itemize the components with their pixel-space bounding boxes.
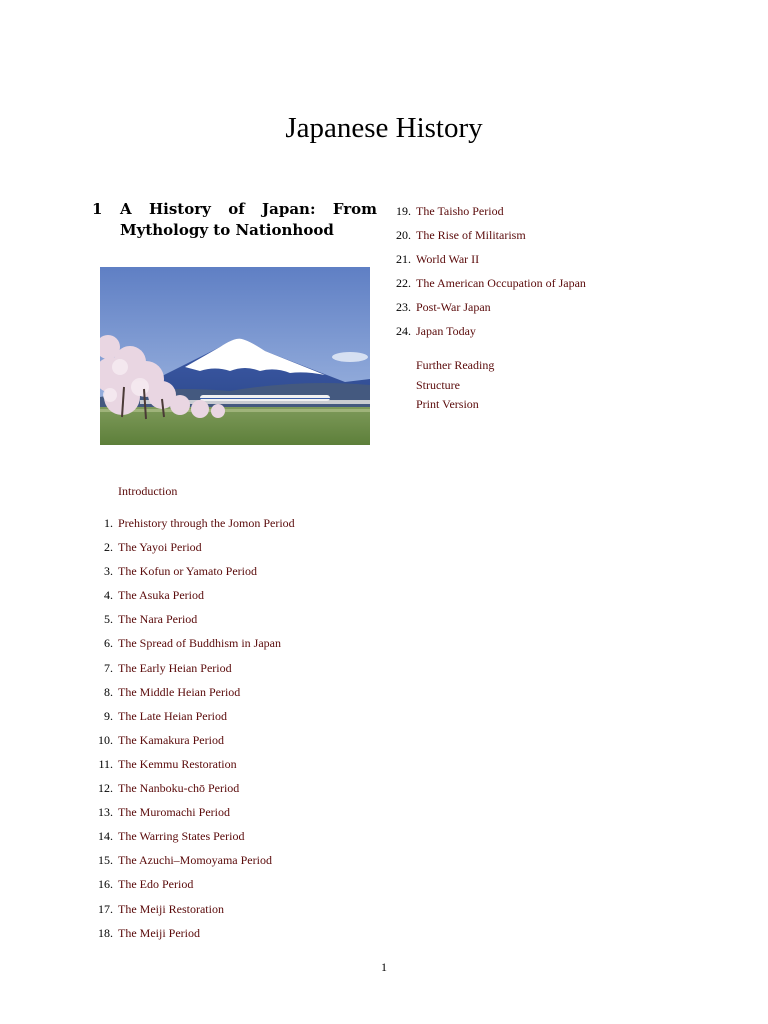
toc-link[interactable]: The Yayoi Period: [118, 540, 202, 555]
extra-links-list: [416, 358, 494, 417]
toc-item: [396, 252, 586, 276]
toc-link[interactable]: Post-War Japan: [416, 300, 491, 315]
toc-link[interactable]: The Kemmu Restoration: [118, 756, 237, 771]
print-version-link[interactable]: Print Version: [416, 397, 479, 412]
toc-link[interactable]: The Kamakura Period: [118, 732, 224, 747]
toc-item: [104, 588, 295, 612]
toc-item: [104, 540, 295, 564]
toc-item: [104, 708, 295, 733]
toc-link[interactable]: The Azuchi–Momoyama Period: [118, 853, 272, 868]
toc-number: 24.: [396, 324, 411, 339]
toc-number: 3.: [104, 564, 113, 579]
toc-link[interactable]: The Warring States Period: [118, 829, 245, 844]
toc-number: 4.: [104, 588, 113, 603]
page-number: 1: [381, 960, 387, 974]
toc-item: [98, 925, 295, 950]
toc-number: 17.: [98, 901, 113, 916]
toc-item: [396, 204, 586, 228]
toc-item: [98, 805, 295, 829]
extra-link-item: [416, 397, 494, 417]
toc-link[interactable]: Japan Today: [416, 324, 476, 339]
heading-word: of: [228, 200, 245, 218]
toc-link[interactable]: The Nara Period: [118, 612, 198, 627]
mount-fuji-photo: [100, 267, 370, 445]
toc-item: [104, 684, 295, 709]
toc-number: 2.: [104, 540, 113, 555]
toc-link[interactable]: The Edo Period: [118, 877, 194, 892]
toc-link[interactable]: The Asuka Period: [118, 588, 204, 603]
toc-link[interactable]: The American Occupation of Japan: [416, 276, 586, 291]
toc-link[interactable]: Prehistory through the Jomon Period: [118, 516, 295, 530]
toc-number: 21.: [396, 252, 411, 267]
heading-word: From: [332, 200, 377, 218]
toc-item: [104, 636, 295, 660]
toc-item: [104, 660, 295, 685]
section-heading: [92, 199, 377, 241]
toc-link[interactable]: The Kofun or Yamato Period: [118, 564, 257, 579]
toc-item: [98, 901, 295, 926]
toc-number: 1.: [104, 516, 113, 530]
toc-number: 23.: [396, 300, 411, 315]
toc-item: [104, 564, 295, 588]
toc-link[interactable]: The Spread of Buddhism in Japan: [118, 636, 281, 651]
toc-item: [98, 732, 295, 757]
section-heading-line2: Mythology to Nationhood: [120, 221, 334, 239]
further-reading-link[interactable]: Further Reading: [416, 358, 495, 372]
toc-item: [396, 300, 586, 324]
toc-number: 22.: [396, 276, 411, 291]
toc-number: 7.: [104, 660, 113, 675]
toc-link[interactable]: The Taisho Period: [416, 204, 504, 218]
toc-link[interactable]: The Meiji Restoration: [118, 901, 224, 916]
toc-number: 8.: [104, 684, 113, 699]
toc-number: 12.: [98, 781, 113, 796]
toc-number: 11.: [98, 756, 113, 771]
toc-number: 18.: [98, 925, 113, 940]
toc-link[interactable]: The Nanboku-chō Period: [118, 781, 240, 796]
toc-link[interactable]: The Meiji Period: [118, 925, 200, 940]
toc-number: 5.: [104, 612, 113, 627]
toc-number: 10.: [98, 732, 113, 747]
toc-link[interactable]: The Late Heian Period: [118, 708, 227, 723]
structure-link[interactable]: Structure: [416, 377, 460, 392]
toc-item: [98, 853, 295, 877]
toc-list-right: [396, 204, 586, 349]
section-heading-line1: [120, 199, 377, 220]
toc-number: 13.: [98, 805, 113, 820]
section-heading-text: [120, 199, 377, 241]
toc-number: 9.: [104, 708, 113, 723]
toc-number: 15.: [98, 853, 113, 868]
toc-link[interactable]: The Muromachi Period: [118, 805, 230, 820]
toc-list-left: [98, 516, 295, 950]
heading-word: A: [120, 200, 132, 218]
document-title: Japanese History: [285, 112, 483, 144]
toc-item: [396, 228, 586, 252]
toc-number: 14.: [98, 829, 113, 844]
toc-item: [396, 324, 586, 348]
toc-item: [104, 516, 295, 540]
toc-number: 6.: [104, 636, 113, 651]
heading-word: Japan:: [262, 200, 316, 218]
toc-item: [98, 781, 295, 805]
toc-number: 19.: [396, 204, 411, 218]
toc-item: [104, 612, 295, 636]
toc-item: [98, 756, 295, 781]
toc-link[interactable]: The Early Heian Period: [118, 660, 232, 675]
toc-number: 20.: [396, 228, 411, 243]
toc-item: [98, 877, 295, 901]
toc-link-introduction[interactable]: Introduction: [118, 484, 178, 498]
section-number: 1: [92, 200, 103, 218]
toc-number: 16.: [98, 877, 113, 892]
toc-item: [396, 276, 586, 300]
toc-link[interactable]: The Rise of Militarism: [416, 228, 526, 243]
extra-link-item: [416, 378, 494, 398]
extra-link-item: [416, 358, 494, 378]
toc-item: [98, 829, 295, 853]
toc-link[interactable]: World War II: [416, 252, 480, 267]
toc-link[interactable]: The Middle Heian Period: [118, 684, 241, 699]
heading-word: History: [148, 200, 211, 218]
